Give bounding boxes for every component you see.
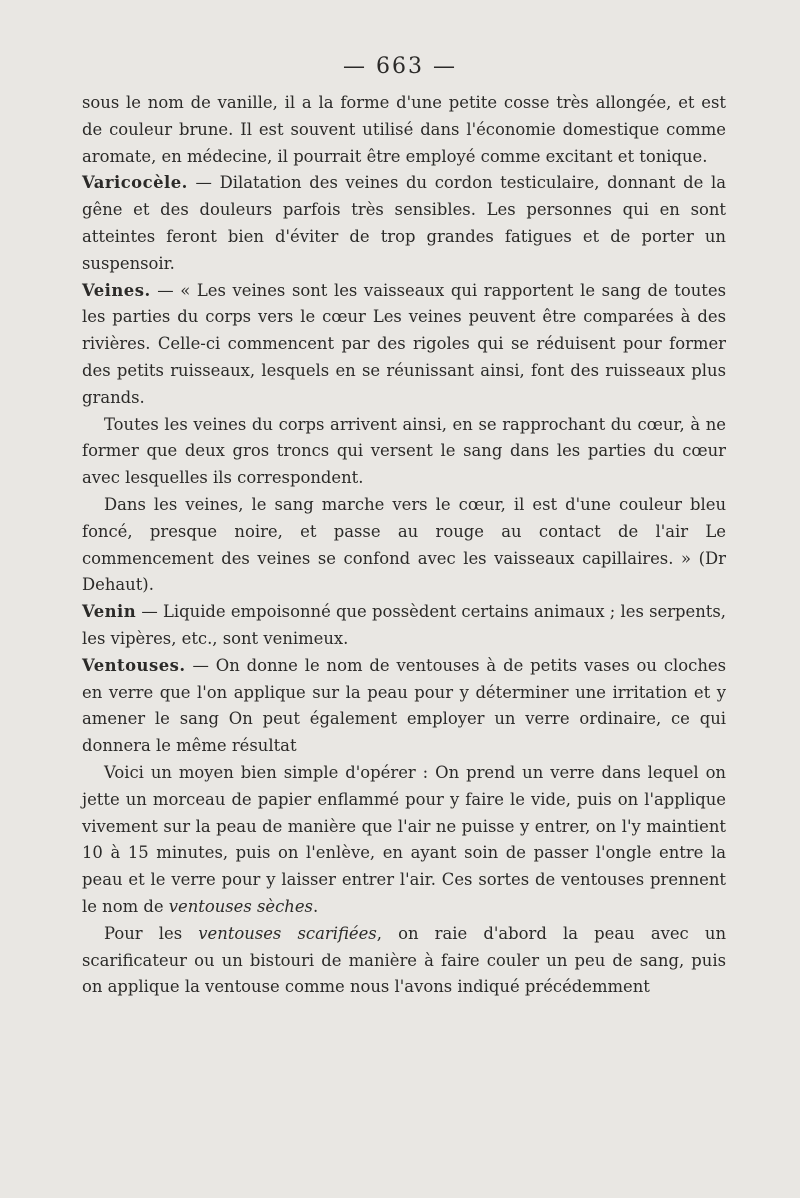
paragraph-text: — « Les veines sont les vaisseaux qui rapportent le sang de toutes les parties du corps vers le cœur Les veines peuvent être comparées à des rivières. Celle-ci commencent par des rigoles qui se réduisent pour former des petits ruisseaux, lesquels en se réunissant ainsi, font des ruisseaux plus grands. [82,280,726,407]
entry-term: Venin [82,602,137,622]
paragraph-pre: Pour les [104,923,199,943]
paragraph-text: — Liquide empoisonné que possèdent certains animaux ; les serpents, les vipères, etc., sont venimeux. [82,602,726,648]
entry-term: Varicocèle. [82,173,188,193]
italic-term: ventouses scarifiées [198,923,377,943]
paragraph-ventouses-3 [82,921,726,1001]
italic-term: ventouses sèches [168,896,313,916]
entry-term: Ventouses. [82,655,186,675]
paragraph-text: — Dilatation des veines du cordon testiculaire, donnant de la gêne et des douleurs parfois très sensibles. Les personnes qui en sont atteintes feront bien d'éviter de trop grandes fatigues et de porter un suspensoir. [82,173,726,273]
paragraph-text: — On donne le nom de ventouses à de petits vases ou cloches en verre que l'on applique sur la peau pour y déterminer une irritation et y amener le sang On peut également employer un verre ordinaire, ce qui donnera le même résultat [82,655,726,756]
paragraph-text: , on raie d'abord la peau avec un scarificateur ou un bistouri de manière à faire couler un peu de sang, puis on applique la ventouse comme nous l'avons indiqué précédemment [82,923,727,997]
entry-term: Veines. [82,280,151,300]
paragraph-veines-3 [82,492,726,599]
paragraph-ventouses-2 [82,760,726,921]
paragraph-text: Dans les veines, le sang marche vers le cœur, il est d'une couleur bleu foncé, presque noire, et passe au rouge au contact de l'air Le commencement des veines se confond avec les vaisseaux capillaires. » (Dr Dehaut). [82,494,726,595]
paragraph-veines [82,278,726,412]
paragraph-vanille-end [82,90,726,170]
paragraph-ventouses [82,653,726,760]
paragraph-text: Voici un moyen bien simple d'opérer : On prend un verre dans lequel on jette un morceau de papier enflammé pour y faire le vide, puis on l'applique vivement sur la peau de manière que l'air ne puisse y entrer, on l'y maintient 10 à 15 minutes, puis on l'enlève, en ayant soin de passer l'ongle entre la peau et le verre pour y laisser entrer l'air. Ces sortes de ventouses prennent le nom de [82,762,726,916]
body-text [82,90,726,1001]
paragraph-text: Toutes les veines du corps arrivent ainsi, en se rapprochant du cœur, à ne former que deux gros troncs qui versent le sang dans les parties du cœur avec lesquelles ils correspondent. [82,414,726,488]
page-number: — 663 — [343,54,457,79]
paragraph-varicocele [82,170,726,277]
paragraph-text: sous le nom de vanille, il a la forme d'une petite cosse très allongée, et est de couleur brune. Il est souvent utilisé dans l'économie domestique comme aromate, en médecine, il pourrait être employé comme excitant et tonique. [82,93,726,166]
paragraph-venin [82,599,726,653]
paragraph-tail: . [312,896,319,916]
paragraph-veines-2 [82,412,726,492]
